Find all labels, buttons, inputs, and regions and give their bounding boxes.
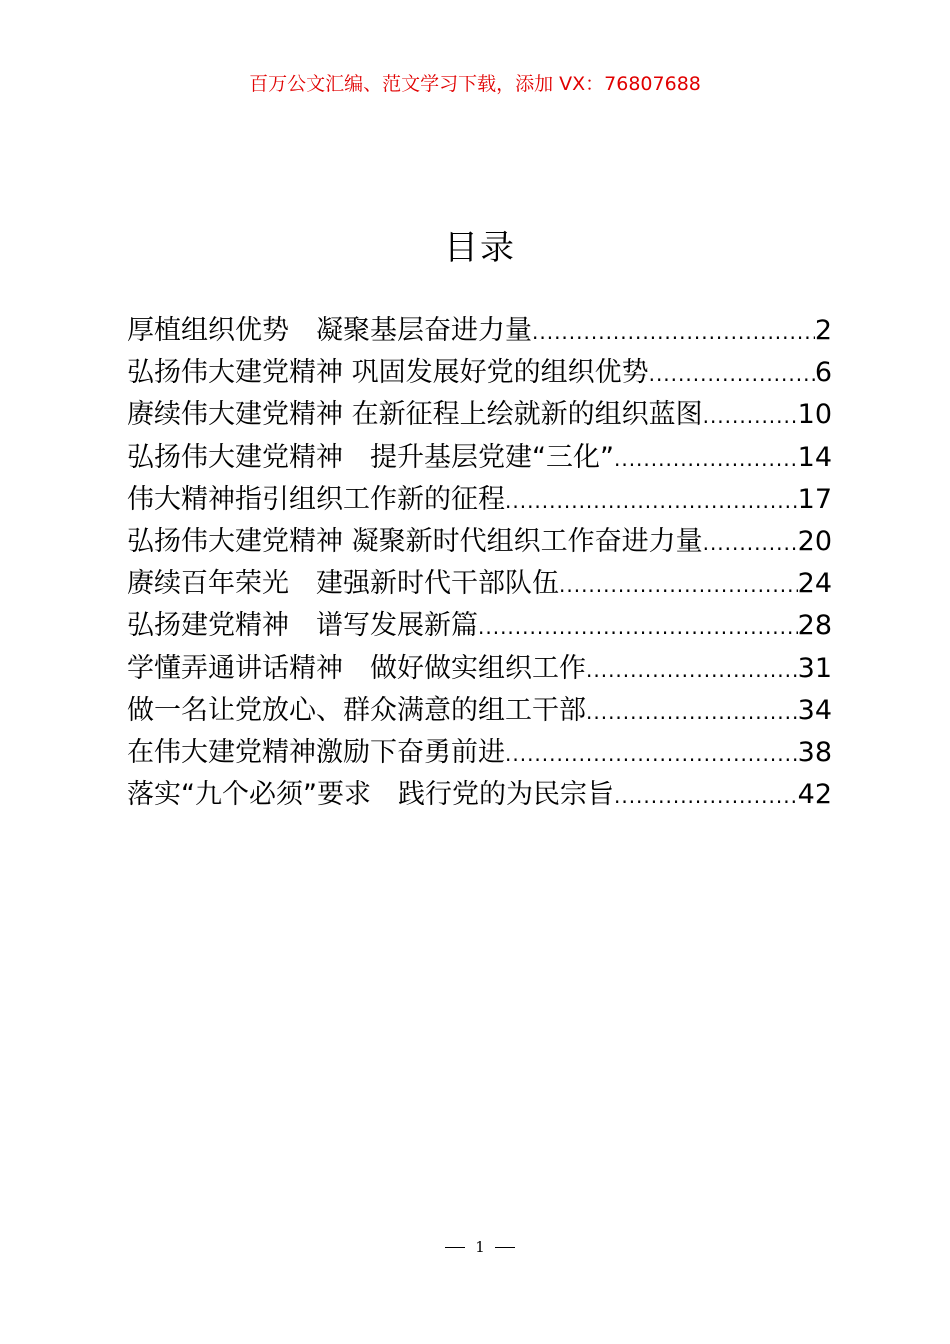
toc-entry-page: 24 bbox=[797, 568, 832, 600]
toc-leader-dots bbox=[559, 564, 798, 605]
toc-entry-title: 弘扬建党精神 谱写发展新篇 bbox=[127, 610, 478, 642]
header-note: 百万公文汇编、范文学习下载，添加 VX：76807688 bbox=[249, 73, 701, 95]
toc-entry[interactable] bbox=[127, 521, 832, 563]
toc-entry[interactable] bbox=[127, 394, 832, 436]
toc-leader-dots bbox=[703, 522, 798, 563]
toc-entry[interactable] bbox=[127, 352, 832, 394]
toc-entry-page: 17 bbox=[797, 483, 832, 515]
toc-entry[interactable] bbox=[127, 648, 832, 690]
toc-entry-page: 34 bbox=[797, 694, 832, 726]
toc-entry-title: 学懂弄通讲话精神 做好做实组织工作 bbox=[127, 652, 586, 684]
toc-entry[interactable] bbox=[127, 605, 832, 647]
toc-entry[interactable] bbox=[127, 732, 832, 774]
toc-entry-page: 28 bbox=[797, 610, 832, 642]
toc-entry-page: 10 bbox=[797, 399, 832, 431]
toc-leader-dots bbox=[614, 775, 798, 816]
toc-entry-page: 31 bbox=[797, 652, 832, 684]
toc-leader-dots bbox=[478, 606, 798, 647]
toc-entry-title: 落实“九个必须”要求 践行党的为民宗旨 bbox=[127, 779, 614, 811]
toc-entry[interactable] bbox=[127, 310, 832, 352]
toc-entry-title: 弘扬伟大建党精神 巩固发展好党的组织优势 bbox=[127, 357, 649, 389]
toc-list bbox=[127, 310, 832, 816]
footer-dash-right bbox=[495, 1247, 515, 1248]
toc-entry[interactable] bbox=[127, 690, 832, 732]
toc-leader-dots bbox=[505, 733, 798, 774]
toc-entry-page: 20 bbox=[797, 525, 832, 557]
page-number: 1 bbox=[475, 1238, 485, 1256]
toc-entry[interactable] bbox=[127, 437, 832, 479]
toc-entry[interactable] bbox=[127, 563, 832, 605]
toc-leader-dots bbox=[614, 438, 798, 479]
toc-leader-dots bbox=[532, 311, 815, 352]
toc-entry-title: 赓续百年荣光 建强新时代干部队伍 bbox=[127, 568, 559, 600]
page-footer bbox=[0, 1238, 950, 1256]
toc-entry-page: 2 bbox=[814, 315, 832, 346]
toc-leader-dots bbox=[505, 480, 798, 521]
toc-entry-title: 弘扬伟大建党精神 提升基层党建“三化” bbox=[127, 441, 614, 473]
toc-entry-page: 38 bbox=[797, 736, 832, 768]
toc-entry[interactable] bbox=[127, 774, 832, 816]
footer-dash-left bbox=[445, 1247, 465, 1248]
toc-leader-dots bbox=[586, 691, 798, 732]
toc-entry-page: 14 bbox=[797, 441, 832, 473]
toc-entry[interactable] bbox=[127, 479, 832, 521]
toc-entry-title: 在伟大建党精神激励下奋勇前进 bbox=[127, 736, 505, 768]
toc-entry-title: 厚植组织优势 凝聚基层奋进力量 bbox=[127, 315, 532, 346]
toc-leader-dots bbox=[703, 395, 798, 436]
toc-title: 目录 bbox=[444, 228, 516, 268]
toc-entry-title: 赓续伟大建党精神 在新征程上绘就新的组织蓝图 bbox=[127, 399, 703, 431]
toc-entry-title: 做一名让党放心、群众满意的组工干部 bbox=[127, 694, 586, 726]
toc-leader-dots bbox=[649, 353, 815, 394]
toc-entry-page: 42 bbox=[797, 779, 832, 811]
toc-entry-title: 弘扬伟大建党精神 凝聚新时代组织工作奋进力量 bbox=[127, 525, 703, 557]
toc-entry-title: 伟大精神指引组织工作新的征程 bbox=[127, 483, 505, 515]
toc-leader-dots bbox=[586, 649, 798, 690]
toc-entry-page: 6 bbox=[814, 357, 832, 389]
